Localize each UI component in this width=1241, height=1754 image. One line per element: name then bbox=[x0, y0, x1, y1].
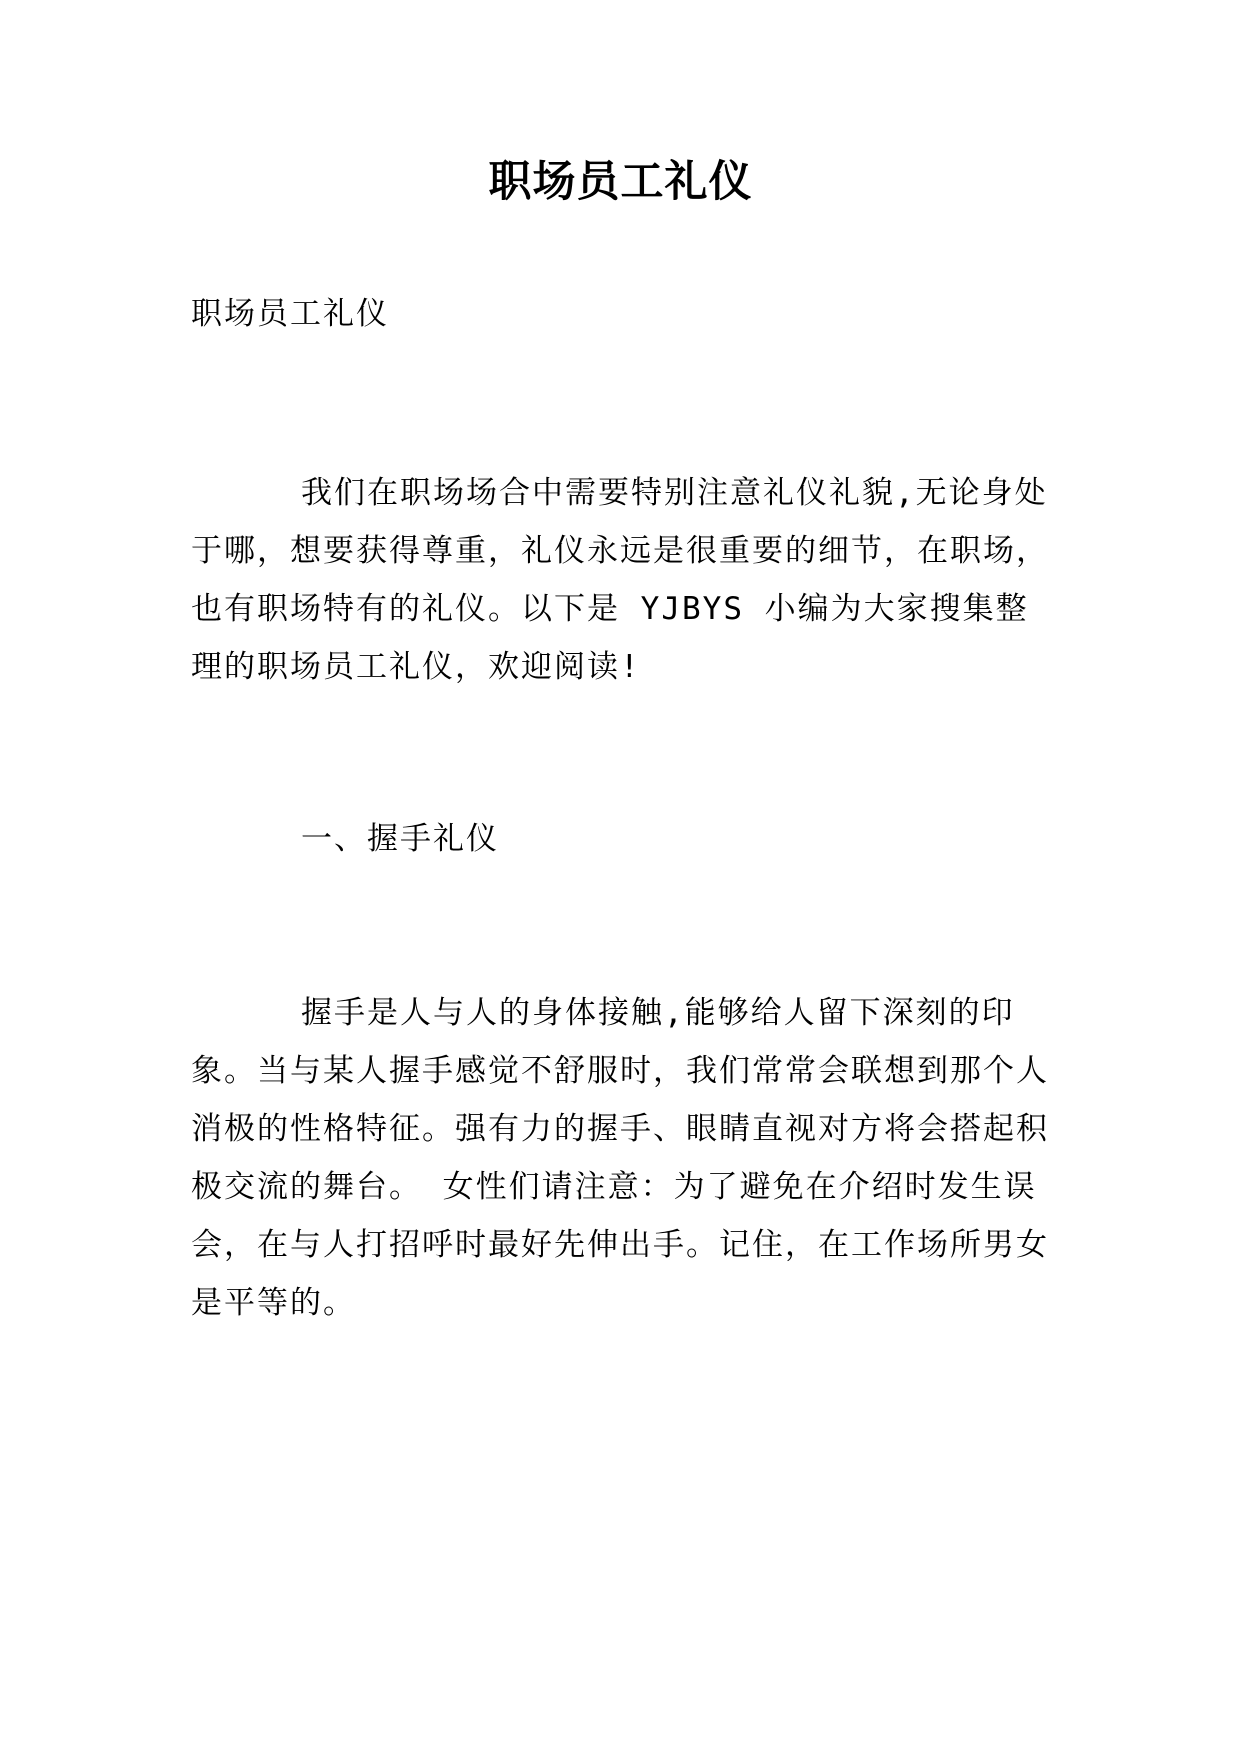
document-subtitle: 职场员工礼仪 bbox=[191, 296, 389, 332]
intro-paragraph: 我们在职场场合中需要特别注意礼仪礼貌,无论身处于哪，想要获得尊重，礼仪永远是很重要的细节，在职场，也有职场特有的礼仪。以下是 YJBYS 小编为大家搜集整理的职场员工礼仪，欢迎阅读! bbox=[191, 475, 1049, 685]
section-heading: 一、握手礼仪 bbox=[301, 821, 499, 857]
section-body-paragraph: 握手是人与人的身体接触,能够给人留下深刻的印象。当与某人握手感觉不舒服时，我们常常会联想到那个人消极的性格特征。强有力的握手、眼睛直视对方将会搭起积极交流的舞台。 女性们请注意：为了避免在介绍时发生误会，在与人打招呼时最好先伸出手。记住，在工作场所男女是平等的。 bbox=[191, 995, 1049, 1321]
document-title: 职场员工礼仪 bbox=[488, 157, 753, 207]
